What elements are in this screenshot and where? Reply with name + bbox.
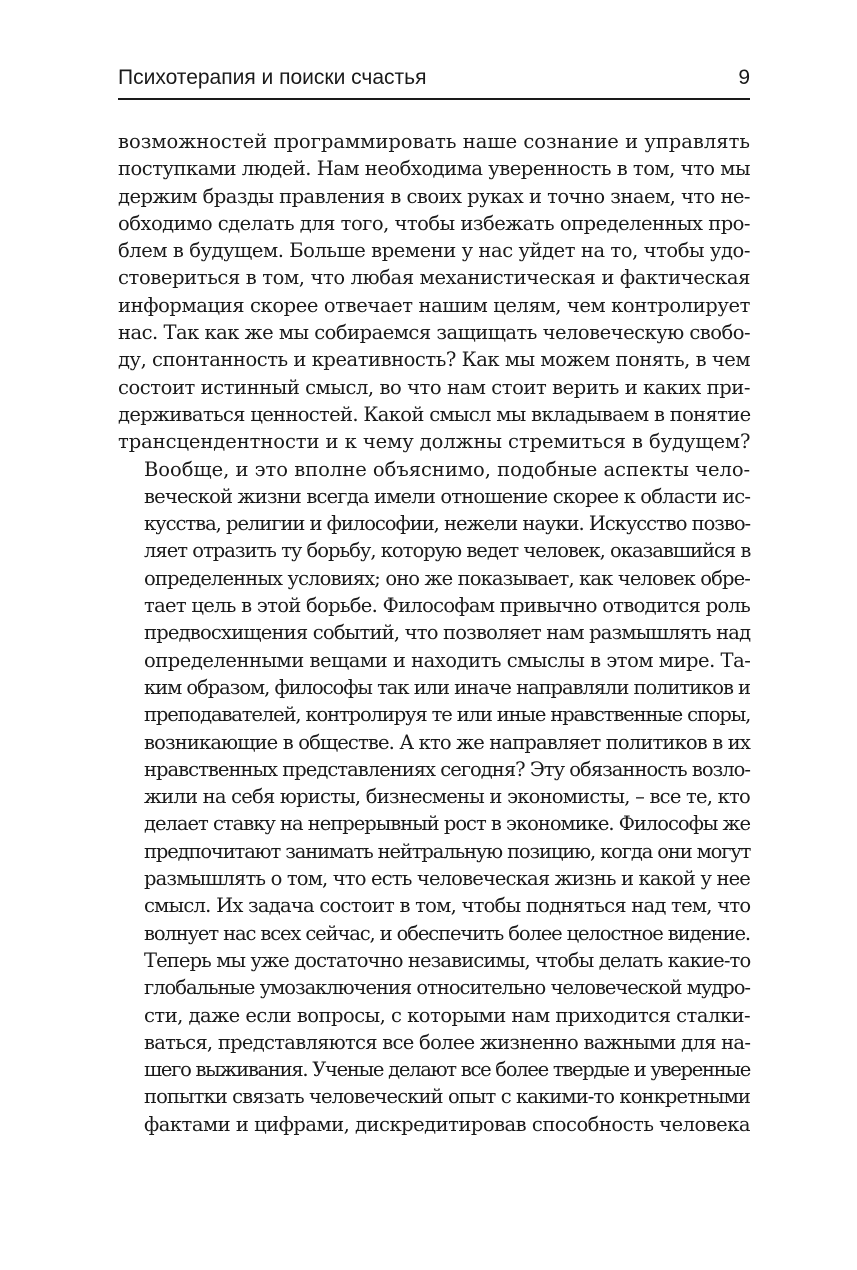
running-head-title: Психотерапия и поиски счастья bbox=[118, 66, 427, 89]
text-line: обходимо сделать для того, чтобы избежать определенных про- bbox=[118, 211, 750, 235]
text-line: нравственных представлениях сегодня? Эту обязанность возло- bbox=[144, 757, 750, 781]
body-text bbox=[118, 128, 750, 1138]
text-line: ду, спонтанность и креативность? Как мы можем понять, в чем bbox=[118, 348, 751, 372]
text-line: жили на себя юристы, бизнесмены и экономисты, – все те, кто bbox=[144, 785, 750, 809]
text-line: стовериться в том, что любая механистическая и фактическая bbox=[118, 266, 750, 290]
text-line: Вообще, и это вполне объяснимо, подобные аспекты чело- bbox=[144, 457, 751, 481]
text-line: предпочитают занимать нейтральную позицию, когда они могут bbox=[144, 839, 751, 863]
text-line: возможностей программировать наше сознание и управлять bbox=[118, 130, 750, 153]
text-line: трансцендентности и к чему должны стремиться в будущем? bbox=[118, 430, 751, 454]
text-line: информация скорее отвечает нашим целям, чем контролирует bbox=[118, 293, 750, 317]
text-line: волнует нас всех сейчас, и обеспечить более целостное видение. bbox=[144, 921, 750, 945]
text-line: кусства, религии и философии, нежели науки. Искусство позво- bbox=[144, 512, 751, 536]
text-line: определенными вещами и находить смыслы в этом мире. Та- bbox=[144, 648, 751, 672]
text-line: поступками людей. Нам необходима уверенность в том, что мы bbox=[118, 157, 750, 181]
paragraph-2 bbox=[118, 456, 750, 1138]
text-line: смысл. Их задача состоит в том, чтобы подняться над тем, что bbox=[144, 894, 751, 918]
text-line: сти, даже если вопросы, с которыми нам приходится сталки- bbox=[144, 1003, 751, 1027]
text-line: шего выживания. Ученые делают все более твердые и уверенные bbox=[144, 1058, 750, 1082]
paragraph-1 bbox=[118, 128, 750, 456]
text-line: попытки связать человеческий опыт с какими-то конкретными bbox=[144, 1085, 750, 1109]
text-line: ляет отразить ту борьбу, которую ведет человек, оказавшийся в bbox=[144, 539, 751, 563]
text-line: преподавателей, контролируя те или иные нравственные споры, bbox=[144, 703, 751, 727]
text-line: ким образом, философы так или иначе направляли политиков и bbox=[144, 675, 750, 699]
text-line: предвосхищения событий, что позволяет нам размышлять над bbox=[144, 621, 751, 645]
text-line: держим бразды правления в своих руках и точно знаем, что не- bbox=[118, 184, 750, 208]
text-line: Теперь мы уже достаточно независимы, чтобы делать какие-то bbox=[144, 948, 751, 972]
text-line: блем в будущем. Больше времени у нас уйдет на то, чтобы удо- bbox=[118, 239, 750, 263]
text-line: состоит истинный смысл, во что нам стоит верить и каких при- bbox=[118, 375, 750, 399]
text-line: держиваться ценностей. Какой смысл мы вкладываем в понятие bbox=[118, 402, 751, 426]
text-line: размышлять о том, что есть человеческая жизнь и какой у нее bbox=[144, 867, 750, 891]
text-line: веческой жизни всегда имели отношение скорее к области ис- bbox=[144, 484, 751, 508]
text-line: делает ставку на непрерывный рост в экономике. Философы же bbox=[144, 812, 750, 836]
text-line: глобальные умозаключения относительно человеческой мудро- bbox=[144, 976, 750, 1000]
text-line: определенных условиях; оно же показывает, как человек обре- bbox=[144, 566, 750, 590]
text-line: фактами и цифрами, дискредитировав способность человека bbox=[144, 1112, 750, 1136]
running-head bbox=[118, 60, 750, 100]
text-line: нас. Так как же мы собираемся защищать человеческую свобо- bbox=[118, 321, 751, 345]
text-line: возникающие в обществе. А кто же направляет политиков в их bbox=[144, 730, 750, 754]
text-line: тает цель в этой борьбе. Философам привычно отводится роль bbox=[144, 594, 751, 618]
text-line: ваться, представляются все более жизненно важными для на- bbox=[144, 1030, 751, 1054]
page-number: 9 bbox=[738, 66, 750, 89]
